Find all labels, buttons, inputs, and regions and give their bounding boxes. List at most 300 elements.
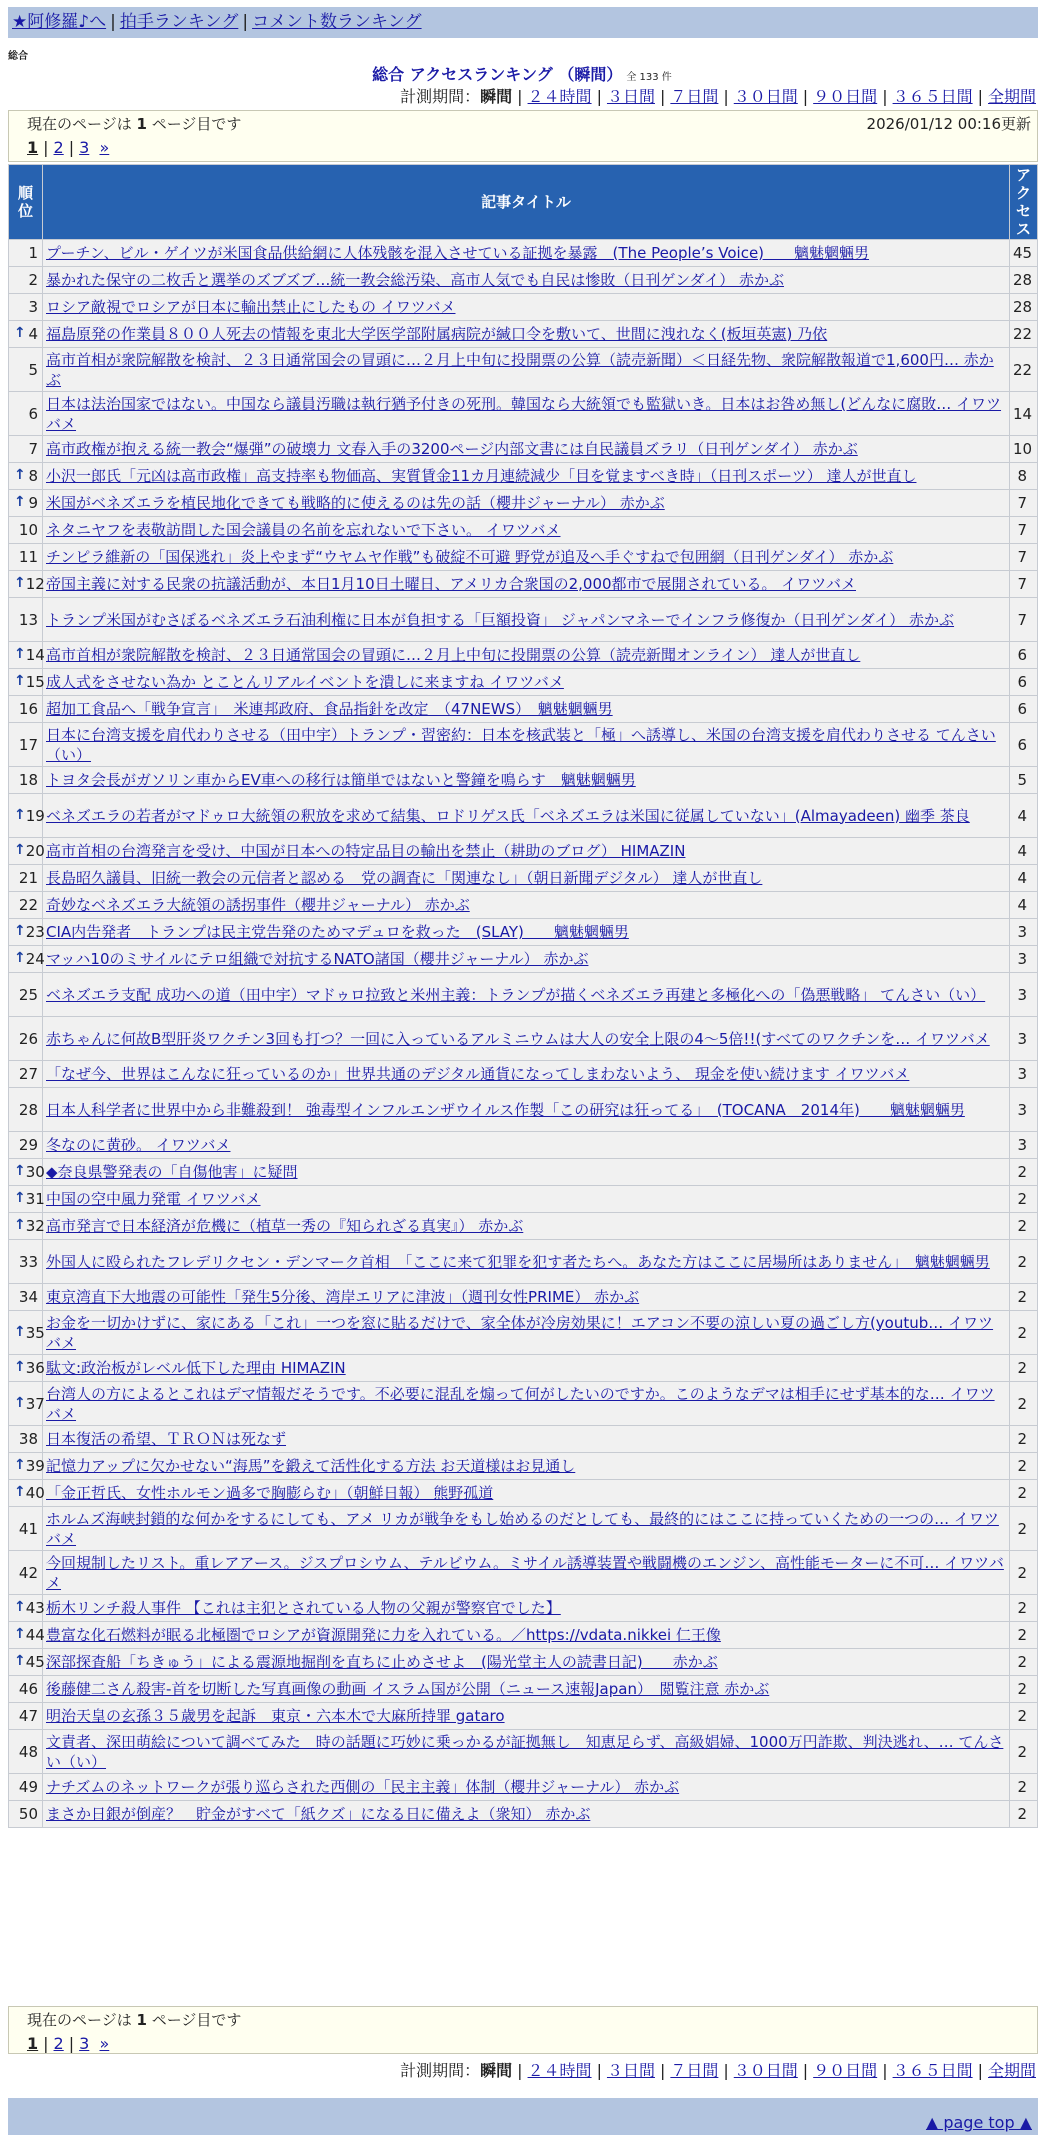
period-separator: | xyxy=(802,87,809,106)
rank-cell xyxy=(9,1507,43,1551)
article-link[interactable]: 日本は法治国家ではない。中国なら議員汚職は執行猶予付きの死刑。韓国なら大統領でも監獄いき。日本はお咎め無し(どんなに腐敗… イワツバメ xyxy=(46,394,1002,433)
title-cell xyxy=(43,392,1010,436)
access-count: 5 xyxy=(1010,767,1038,794)
title-cell xyxy=(43,1426,1010,1453)
rank-number: 20 xyxy=(25,842,45,860)
up-arrow-icon: ↑ xyxy=(14,1190,26,1206)
rank-cell xyxy=(9,1595,43,1622)
pager-page-link[interactable]: 2 xyxy=(53,138,64,157)
title-cell xyxy=(43,1551,1010,1595)
nav-separator: | xyxy=(242,12,249,32)
table-row xyxy=(9,723,1038,767)
article-link[interactable]: 成人式をさせない為か とことんリアルイベントを潰しに来ますね イワツバメ xyxy=(46,673,564,691)
rank-number: 2 xyxy=(28,271,38,289)
access-count: 2 xyxy=(1010,1426,1038,1453)
article-link[interactable]: 赤ちゃんに何故B型肝炎ワクチン3回も打つ？一回に入っているアルミニウムは大人の安全上限の4～5倍!!(すべてのワクチンを… イワツバメ xyxy=(46,1029,990,1048)
table-row xyxy=(9,794,1038,838)
period-separator: | xyxy=(977,87,983,106)
pager-bottom xyxy=(27,2034,1019,2054)
article-link[interactable]: 日本復活の希望、ＴＲＯＮは死なず xyxy=(46,1430,287,1448)
up-arrow-icon: ↑ xyxy=(14,806,26,823)
table-row xyxy=(9,1284,1038,1311)
access-count: 3 xyxy=(1010,973,1038,1017)
article-link[interactable]: ナチズムのネットワークが張り巡らされた西側の「民主主義」体制（櫻井ジャーナル） 赤かぶ xyxy=(46,1778,680,1796)
pager-separator: | xyxy=(68,138,75,157)
access-count: 3 xyxy=(1010,1132,1038,1159)
page-top-link[interactable]: ▲ page top ▲ xyxy=(925,2113,1032,2132)
table-row xyxy=(9,240,1038,267)
period-separator: | xyxy=(977,2061,983,2080)
access-count: 6 xyxy=(1010,669,1038,696)
rank-cell xyxy=(9,240,43,267)
title-cell xyxy=(43,1801,1010,1828)
title-cell xyxy=(43,919,1010,946)
article-link[interactable]: ベネズエラの若者がマドゥロ大統領の釈放を求めて結集、ロドリゲス氏「ベネズエラは米国に従属していない」(Almayadeen) 幽季 茶良 xyxy=(46,806,970,825)
rank-cell xyxy=(9,436,43,463)
article-link[interactable]: 高市政権が抱える統一教会“爆弾”の破壊力 文春入手の3200ページ内部文書には自民議員ズラリ（日刊ゲンダイ） 赤かぶ xyxy=(46,440,858,458)
title-cell xyxy=(43,669,1010,696)
table-row xyxy=(9,642,1038,669)
total-count: 全 133 件 xyxy=(626,72,672,83)
bottom-bar xyxy=(8,2098,1038,2135)
up-arrow-icon: ↑ xyxy=(14,1653,26,1669)
table-row xyxy=(9,919,1038,946)
pager-current-page: 1 xyxy=(27,2034,39,2053)
article-link[interactable]: プーチン、ビル・ゲイツが米国食品供給網に人体残骸を混入させている証拠を暴露 (The People’s Voice) 魑魅魍魎男 xyxy=(46,244,870,262)
title-cell xyxy=(43,348,1010,392)
title-cell xyxy=(43,1622,1010,1649)
rank-cell xyxy=(9,1355,43,1382)
article-link[interactable]: 高市首相が衆院解散を検討、２３日通常国会の冒頭に…２月上中旬に投開票の公算（読売新聞）＜日経先物、衆院解散報道で1,600円… 赤かぶ xyxy=(46,350,994,389)
title-cell xyxy=(43,517,1010,544)
rank-cell xyxy=(9,598,43,642)
period-link[interactable]: ３６５日間 xyxy=(892,2061,973,2080)
title-cell xyxy=(43,865,1010,892)
table-row xyxy=(9,1426,1038,1453)
table-row xyxy=(9,1061,1038,1088)
period-link[interactable]: ７日間 xyxy=(670,87,719,106)
article-link[interactable]: 小沢一郎氏「元凶は高市政権」高支持率も物価高、実質賃金11カ月連続減少「目を覚ますべき時」（日刊スポーツ） 達人が世直し xyxy=(46,467,917,485)
title-cell xyxy=(43,1088,1010,1132)
up-arrow-icon: ↑ xyxy=(14,673,26,689)
title-cell xyxy=(43,1595,1010,1622)
up-arrow-icon: ↑ xyxy=(14,1394,26,1411)
rank-cell xyxy=(9,723,43,767)
title-cell xyxy=(43,1284,1010,1311)
article-link[interactable]: 台湾人の方によるとこれはデマ情報だそうです。不必要に混乱を煽って何がしたいのですか。このようなデマは相手にせず基本的な… イワツバメ xyxy=(46,1384,995,1423)
table-row xyxy=(9,1622,1038,1649)
page-info-bottom xyxy=(8,2006,1038,2054)
title-cell xyxy=(43,838,1010,865)
title-cell xyxy=(43,1382,1010,1426)
rank-cell xyxy=(9,1774,43,1801)
period-selector-bottom xyxy=(400,2060,1036,2082)
access-count: 2 xyxy=(1010,1649,1038,1676)
access-count: 3 xyxy=(1010,1061,1038,1088)
period-link[interactable]: 全期間 xyxy=(987,2061,1036,2080)
rank-number: 31 xyxy=(25,1190,45,1208)
table-row xyxy=(9,767,1038,794)
rank-cell xyxy=(9,696,43,723)
article-link[interactable]: ロシア敵視でロシアが日本に輸出禁止にしたもの イワツバメ xyxy=(46,298,456,316)
table-row xyxy=(9,571,1038,598)
rank-cell xyxy=(9,1730,43,1774)
table-row xyxy=(9,321,1038,348)
access-count: 7 xyxy=(1010,571,1038,598)
rank-cell xyxy=(9,1213,43,1240)
comment-ranking-link[interactable]: コメント数ランキング xyxy=(252,12,422,32)
rank-number: 26 xyxy=(18,1029,38,1048)
period-selector-top xyxy=(400,86,1036,108)
access-count: 28 xyxy=(1010,267,1038,294)
applause-ranking-link[interactable]: 拍手ランキング xyxy=(119,12,239,32)
top-nav-bar xyxy=(8,7,1038,38)
title-cell xyxy=(43,1649,1010,1676)
page-note: 現在のページは 1 ページ目です xyxy=(27,115,242,133)
table-row xyxy=(9,598,1038,642)
access-count: 2 xyxy=(1010,1382,1038,1426)
rank-number: 4 xyxy=(28,325,38,343)
access-count: 2 xyxy=(1010,1622,1038,1649)
article-link[interactable]: ネタニヤフを表敬訪問した国会議員の名前を忘れないで下さい。 イワツバメ xyxy=(46,521,561,539)
rank-cell xyxy=(9,321,43,348)
table-row xyxy=(9,490,1038,517)
rank-cell xyxy=(9,490,43,517)
table-row xyxy=(9,294,1038,321)
title-cell xyxy=(43,696,1010,723)
pager-separator: | xyxy=(43,138,49,157)
access-count: 7 xyxy=(1010,544,1038,571)
table-row xyxy=(9,973,1038,1017)
table-row xyxy=(9,1213,1038,1240)
title-cell xyxy=(43,892,1010,919)
article-link[interactable]: 栃木リンチ殺人事件 【これは主犯とされている人物の父親が警察官でした】 xyxy=(46,1599,561,1617)
title-cell xyxy=(43,1730,1010,1774)
rank-number: 50 xyxy=(18,1805,38,1823)
table-row xyxy=(9,463,1038,490)
title-cell xyxy=(43,294,1010,321)
access-count: 4 xyxy=(1010,838,1038,865)
ranking-table xyxy=(8,164,1038,1828)
access-count: 14 xyxy=(1010,392,1038,436)
article-link[interactable]: 外国人に殴られたフレデリクセン・デンマーク首相 「ここに来て犯罪を犯す者たちへ。あなた方はここに居場所はありません」 魑魅魍魎男 xyxy=(46,1252,990,1271)
rank-number: 28 xyxy=(18,1100,38,1119)
article-link[interactable]: 日本に台湾支援を肩代わりさせる（田中宇）トランプ・習密約：日本を核武装と「極」へ誘導し、米国の台湾支援を肩代わりさせる てんさい（い） xyxy=(46,725,996,764)
pager-next-link[interactable]: » xyxy=(99,138,110,157)
rank-number: 38 xyxy=(18,1430,38,1448)
rank-cell xyxy=(9,267,43,294)
rank-cell xyxy=(9,919,43,946)
page-title xyxy=(0,62,1044,85)
up-arrow-icon: ↑ xyxy=(14,950,26,966)
rank-number: 5 xyxy=(28,360,38,379)
article-link[interactable]: マッハ10のミサイルにテロ組織で対抗するNATO諸国（櫻井ジャーナル） 赤かぶ xyxy=(46,950,589,968)
article-link[interactable]: 中国の空中風力発電 イワツバメ xyxy=(46,1190,261,1208)
up-arrow-icon: ↑ xyxy=(14,467,26,483)
period-link[interactable]: ２４時間 xyxy=(527,2061,592,2080)
access-count: 45 xyxy=(1010,240,1038,267)
article-link[interactable]: 冬なのに黄砂。 イワツバメ xyxy=(46,1136,231,1154)
rank-number: 36 xyxy=(25,1359,45,1377)
period-link[interactable]: ３０日間 xyxy=(733,87,798,106)
rank-number: 14 xyxy=(25,646,45,664)
table-row xyxy=(9,1507,1038,1551)
title-cell xyxy=(43,794,1010,838)
article-link[interactable]: 米国がベネズエラを植民地化できても戦略的に使えるのは先の話（櫻井ジャーナル） 赤かぶ xyxy=(46,494,665,512)
rank-cell xyxy=(9,794,43,838)
table-row xyxy=(9,267,1038,294)
rank-number: 48 xyxy=(18,1742,38,1761)
rank-number: 25 xyxy=(18,985,38,1004)
rank-number: 35 xyxy=(25,1323,45,1342)
column-header-title: 記事タイトル xyxy=(43,165,1010,240)
access-count: 3 xyxy=(1010,946,1038,973)
title-cell xyxy=(43,723,1010,767)
table-row xyxy=(9,669,1038,696)
rank-number: 42 xyxy=(18,1563,38,1582)
home-link[interactable]: ★阿修羅♪へ xyxy=(12,12,107,32)
article-link[interactable]: 高市首相が衆院解散を検討、２３日通常国会の冒頭に…２月上中旬に投開票の公算（読売新聞オンライン） 達人が世直し xyxy=(46,646,861,664)
title-cell xyxy=(43,1453,1010,1480)
title-cell xyxy=(43,571,1010,598)
title-cell xyxy=(43,1061,1010,1088)
rank-cell xyxy=(9,544,43,571)
rank-number: 33 xyxy=(18,1252,38,1271)
access-count: 2 xyxy=(1010,1801,1038,1828)
access-count: 10 xyxy=(1010,436,1038,463)
access-count: 6 xyxy=(1010,723,1038,767)
article-link[interactable]: ◆奈良県警発表の「自傷他害」に疑問 xyxy=(46,1163,298,1181)
period-label: 計測期間： xyxy=(400,87,481,106)
rank-cell xyxy=(9,1551,43,1595)
pager-top xyxy=(27,138,1019,158)
table-row xyxy=(9,892,1038,919)
access-count: 8 xyxy=(1010,463,1038,490)
rank-number: 3 xyxy=(28,298,38,316)
rank-number: 19 xyxy=(25,806,45,825)
nav-separator: | xyxy=(110,12,116,32)
article-link[interactable]: 深部探査船「ちきゅう」による震源地掘削を直ちに止めさせよ (陽光堂主人の読書日記) 赤かぶ xyxy=(46,1653,718,1671)
article-link[interactable]: 暴かれた保守の二枚舌と選挙のズブズブ…統一教会総汚染、高市人気でも自民は惨敗（日刊ゲンダイ） 赤かぶ xyxy=(46,271,784,289)
table-row xyxy=(9,1311,1038,1355)
period-link[interactable]: ３６５日間 xyxy=(892,87,973,106)
table-row xyxy=(9,1551,1038,1595)
up-arrow-icon: ↑ xyxy=(14,1457,26,1473)
title-cell xyxy=(43,1703,1010,1730)
access-count: 2 xyxy=(1010,1453,1038,1480)
rank-number: 24 xyxy=(25,950,45,968)
rank-number: 6 xyxy=(28,404,38,423)
rank-number: 10 xyxy=(18,521,38,539)
table-row xyxy=(9,1595,1038,1622)
period-current: 瞬間 xyxy=(480,2061,513,2080)
article-link[interactable]: まさか日銀が倒産？ 貯金がすべて「紙クズ」になる日に備えよ（衆知） 赤かぶ xyxy=(46,1805,591,1823)
rank-cell xyxy=(9,294,43,321)
rank-cell xyxy=(9,463,43,490)
article-link[interactable]: 明治天皇の玄孫３５歳男を起訴 東京・六本木で大麻所持罪 gataro xyxy=(46,1707,505,1725)
title-cell xyxy=(43,240,1010,267)
period-link[interactable]: 全期間 xyxy=(987,87,1036,106)
article-link[interactable]: 記憶力アップに欠かせない“海馬”を鍛えて活性化する方法 お天道様はお見通し xyxy=(46,1457,576,1475)
title-cell xyxy=(43,1676,1010,1703)
rank-number: 13 xyxy=(18,610,38,629)
title-cell xyxy=(43,1017,1010,1061)
period-link[interactable]: ９０日間 xyxy=(813,2061,878,2080)
rank-number: 43 xyxy=(25,1599,45,1617)
rank-number: 37 xyxy=(25,1394,45,1413)
rank-number: 23 xyxy=(25,923,45,941)
access-count: 2 xyxy=(1010,1355,1038,1382)
table-row xyxy=(9,1480,1038,1507)
period-separator: | xyxy=(723,2061,729,2080)
rank-cell xyxy=(9,669,43,696)
rank-number: 18 xyxy=(18,771,38,789)
article-link[interactable]: 今回規制したリスト。重レアアース。ジスプロシウム、テルビウム。ミサイル誘導装置や戦闘機のエンジン、高性能モーターに不可… イワツバメ xyxy=(46,1553,1004,1592)
article-link[interactable]: 駄文:政治板がレベル低下した理由 HIMAZIN xyxy=(46,1359,346,1377)
table-row xyxy=(9,436,1038,463)
rank-cell xyxy=(9,1017,43,1061)
rank-number: 39 xyxy=(25,1457,45,1475)
up-arrow-icon: ↑ xyxy=(14,1163,26,1179)
rank-cell xyxy=(9,1061,43,1088)
pager-separator: | xyxy=(43,2034,49,2053)
rank-number: 1 xyxy=(28,244,38,262)
rank-cell xyxy=(9,348,43,392)
pager-page-link[interactable]: 3 xyxy=(79,2034,90,2053)
period-separator: | xyxy=(882,87,888,106)
article-link[interactable]: 奇妙なベネズエラ大統領の誘拐事件（櫻井ジャーナル） 赤かぶ xyxy=(46,896,470,914)
article-link[interactable]: チンピラ維新の「国保逃れ」炎上やまず“ウヤムヤ作戦”も破綻不可避 野党が追及へ手ぐすねで包囲網（日刊ゲンダイ） 赤かぶ xyxy=(46,548,894,566)
rank-cell xyxy=(9,1801,43,1828)
table-row xyxy=(9,865,1038,892)
pager-page-link[interactable]: 3 xyxy=(79,138,90,157)
up-arrow-icon: ↑ xyxy=(14,1599,26,1615)
column-header-rank: 順位 xyxy=(9,165,43,240)
rank-cell xyxy=(9,892,43,919)
pager-page-link[interactable]: 2 xyxy=(53,2034,64,2053)
access-count: 2 xyxy=(1010,1186,1038,1213)
table-row xyxy=(9,1801,1038,1828)
rank-cell xyxy=(9,1382,43,1426)
access-count: 6 xyxy=(1010,696,1038,723)
title-cell xyxy=(43,1213,1010,1240)
up-arrow-icon: ↑ xyxy=(14,646,26,662)
period-current: 瞬間 xyxy=(480,87,513,106)
pager-next-link[interactable]: » xyxy=(99,2034,110,2053)
period-link[interactable]: ９０日間 xyxy=(813,87,878,106)
access-count: 2 xyxy=(1010,1703,1038,1730)
rank-number: 11 xyxy=(18,548,38,566)
rank-cell xyxy=(9,392,43,436)
period-link[interactable]: ７日間 xyxy=(670,2061,719,2080)
title-cell xyxy=(43,1159,1010,1186)
rank-number: 45 xyxy=(25,1653,45,1671)
access-count: 4 xyxy=(1010,865,1038,892)
period-separator: | xyxy=(659,2061,666,2080)
access-count: 2 xyxy=(1010,1284,1038,1311)
title-cell xyxy=(43,1507,1010,1551)
table-row xyxy=(9,1017,1038,1061)
period-separator: | xyxy=(882,2061,888,2080)
up-arrow-icon: ↑ xyxy=(14,842,26,858)
period-separator: | xyxy=(802,2061,809,2080)
table-row xyxy=(9,1774,1038,1801)
period-link[interactable]: ３０日間 xyxy=(733,2061,798,2080)
rank-number: 17 xyxy=(18,735,38,754)
rank-cell xyxy=(9,1453,43,1480)
rank-number: 34 xyxy=(18,1288,38,1306)
article-link[interactable]: 福島原発の作業員８００人死去の情報を東北大学医学部附属病院が緘口令を敷いて、世間に洩れなく(板垣英憲) 乃依 xyxy=(46,325,828,343)
period-separator: | xyxy=(517,87,523,106)
table-row xyxy=(9,392,1038,436)
rank-number: 40 xyxy=(25,1484,45,1502)
period-link[interactable]: ３日間 xyxy=(606,2061,655,2080)
title-cell xyxy=(43,1240,1010,1284)
period-link[interactable]: ３日間 xyxy=(606,87,655,106)
table-row xyxy=(9,1240,1038,1284)
article-link[interactable]: 東京湾直下大地震の可能性「発生5分後、湾岸エリアに津波」（週刊女性PRIME） 赤かぶ xyxy=(46,1288,640,1306)
title-cell xyxy=(43,946,1010,973)
article-link[interactable]: 高市発言で日本経済が危機に（植草一秀の『知られざる真実』） 赤かぶ xyxy=(46,1217,524,1235)
rank-cell xyxy=(9,767,43,794)
article-link[interactable]: 高市首相の台湾発言を受け、中国が日本への特定品目の輸出を禁止（耕助のブログ） HIMAZIN xyxy=(46,842,686,860)
up-arrow-icon: ↑ xyxy=(14,923,26,939)
article-link[interactable]: 文責者、深田萌絵について調べてみた 時の話題に巧妙に乗っかるが証拠無し 知恵足らず、高級娼婦、1000万円詐欺、判決逃れ、… てんさい（い） xyxy=(46,1732,1004,1771)
article-link[interactable]: 後藤健二さん殺害-首を切断した写真画像の動画 イスラム国が公開（ニュース速報Japan） 閲覧注意 赤かぶ xyxy=(46,1680,770,1698)
category-label: 総合 xyxy=(8,51,28,62)
title-cell xyxy=(43,1480,1010,1507)
article-link[interactable]: トランプ米国がむさぼるベネズエラ石油利権に日本が負担する「巨額投資」 ジャパンマネーでインフラ修復か（日刊ゲンダイ） 赤かぶ xyxy=(46,610,955,629)
access-count: 28 xyxy=(1010,294,1038,321)
article-link[interactable]: お金を一切かけずに、家にある「これ」一つを窓に貼るだけで、家全体が冷房効果に！エアコン不要の涼しい夏の過ごし方(youtub… イワツバメ xyxy=(46,1313,994,1352)
table-row xyxy=(9,1132,1038,1159)
rank-number: 47 xyxy=(18,1707,38,1725)
article-link[interactable]: 「なぜ今、世界はこんなに狂っているのか」世界共通のデジタル通貨になってしまわないよう、 現金を使い続けます イワツバメ xyxy=(46,1065,910,1083)
rank-number: 44 xyxy=(25,1626,45,1644)
title-cell xyxy=(43,767,1010,794)
rank-number: 15 xyxy=(25,673,45,691)
title-cell xyxy=(43,321,1010,348)
rank-number: 29 xyxy=(18,1136,38,1154)
table-row xyxy=(9,1382,1038,1426)
pager-current-page: 1 xyxy=(27,138,39,157)
table-row xyxy=(9,348,1038,392)
access-count: 4 xyxy=(1010,892,1038,919)
table-row xyxy=(9,1703,1038,1730)
article-link[interactable]: CIA内告発者 トランプは民主党告発のためマデュロを救った (SLAY) 魑魅魍魎男 xyxy=(46,923,629,941)
rank-cell xyxy=(9,1676,43,1703)
article-link[interactable]: トヨタ会長がガソリン車からEV車への移行は簡単ではないと警鐘を鳴らす 魑魅魍魎男 xyxy=(46,771,636,789)
article-link[interactable]: ホルムズ海峡封鎖的な何かをするにしても、アメ リカが戦争をもし始めるのだとしても、最終的にはここに持っていくための一つの… イワツバメ xyxy=(46,1509,999,1548)
article-link[interactable]: 超加工食品へ「戦争宣言」 米連邦政府、食品指針を改定 （47NEWS） 魑魅魍魎男 xyxy=(46,700,613,718)
rank-number: 22 xyxy=(18,896,38,914)
column-header-access: アクセス xyxy=(1010,165,1038,240)
rank-cell xyxy=(9,1240,43,1284)
table-row xyxy=(9,1730,1038,1774)
rank-number: 41 xyxy=(18,1519,38,1538)
article-link[interactable]: 日本人科学者に世界中から非難殺到！ 強毒型インフルエンザウイルス作製「この研究は狂ってる」 (TOCANA 2014年) 魑魅魍魎男 xyxy=(46,1100,965,1119)
article-link[interactable]: 「金正哲氏、女性ホルモン過多で胸膨らむ」（朝鮮日報） 熊野孤道 xyxy=(46,1484,494,1502)
article-link[interactable]: 豊富な化石燃料が眠る北極圏でロシアが資源開発に力を入れている。／https://vdata.nikkei 仁王像 xyxy=(46,1626,721,1644)
rank-cell xyxy=(9,1132,43,1159)
title-cell xyxy=(43,973,1010,1017)
article-link[interactable]: 長島昭久議員、旧統一教会の元信者と認める 党の調査に「関連なし」（朝日新聞デジタル） 達人が世直し xyxy=(46,869,763,887)
rank-number: 21 xyxy=(18,869,38,887)
article-link[interactable]: ベネズエラ支配 成功への道（田中宇）マドゥロ拉致と米州主義：トランプが描くベネズエラ再建と多極化への「偽悪戦略」 てんさい（い） xyxy=(46,985,986,1004)
period-link[interactable]: ２４時間 xyxy=(527,87,592,106)
rank-number: 8 xyxy=(28,467,38,485)
article-link[interactable]: 帝国主義に対する民衆の抗議活動が、本日1月10日土曜日、アメリカ合衆国の2,000都市で展開されている。 イワツバメ xyxy=(46,575,856,593)
